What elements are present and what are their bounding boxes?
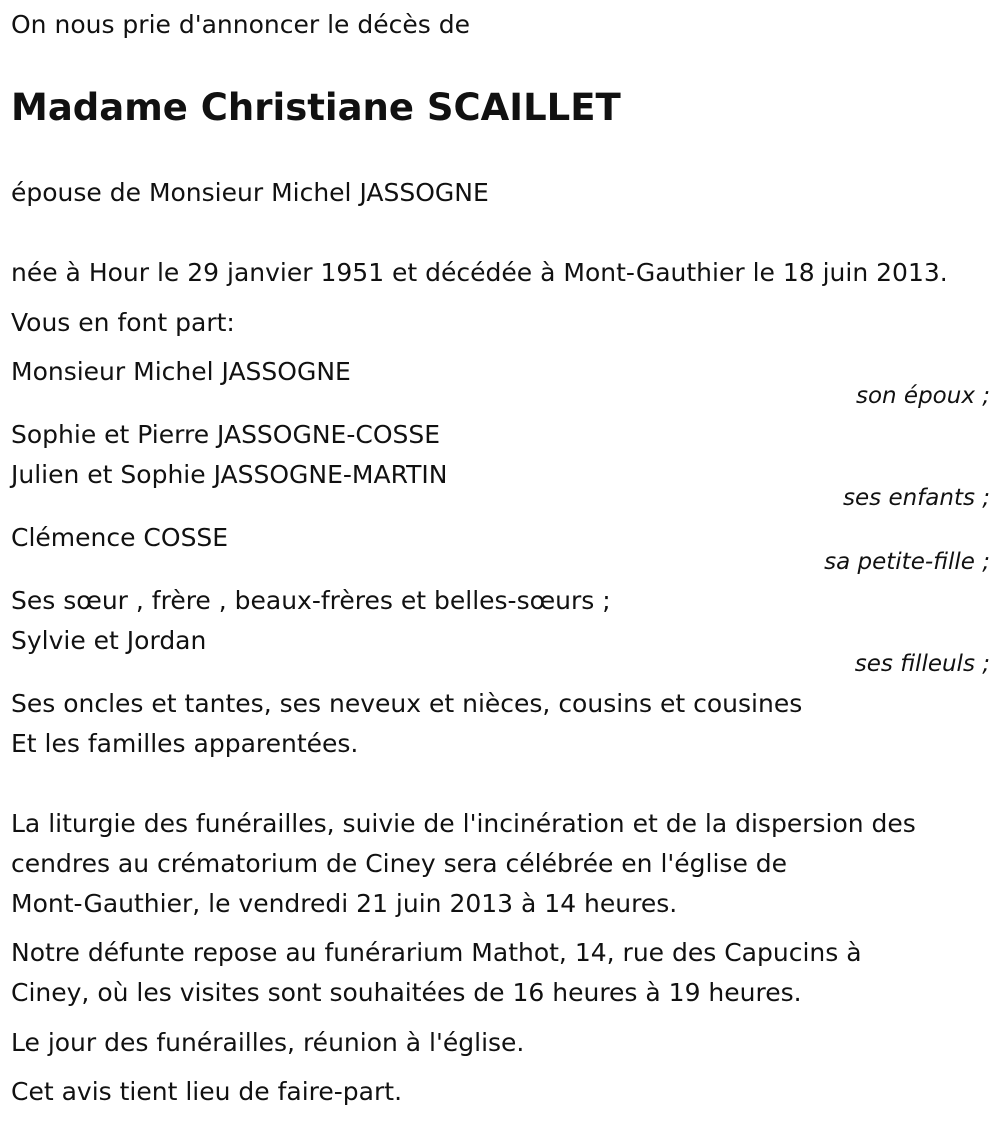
family-relation: son époux ; (855, 383, 990, 409)
family-relation: sa petite-fille ; (824, 549, 990, 575)
family-relation: ses filleuls ; (854, 651, 990, 677)
meeting-line: Le jour des funérailles, réunion à l'église. (11, 1028, 525, 1057)
liturgy-line: La liturgie des funérailles, suivie de l'incinération et de la dispersion des (11, 809, 916, 838)
deceased-name: Madame Christiane SCAILLET (11, 86, 621, 129)
liturgy-line: cendres au crématorium de Ciney sera célébrée en l'église de (11, 849, 788, 878)
spouse-line: épouse de Monsieur Michel JASSOGNE (11, 178, 489, 207)
family-name: Ses sœur , frère , beaux-frères et belles-sœurs ; (11, 586, 611, 615)
extended-family-line: Ses oncles et tantes, ses neveux et nièces, cousins et cousines (11, 689, 803, 718)
family-relation: ses enfants ; (843, 485, 990, 511)
family-name: Clémence COSSE (11, 523, 229, 552)
birth-death-line: née à Hour le 29 janvier 1951 et décédée à Mont-Gauthier le 18 juin 2013. (11, 258, 948, 287)
extended-family-line: Et les familles apparentées. (11, 729, 359, 758)
closing-line: Cet avis tient lieu de faire-part. (11, 1077, 403, 1106)
family-name: Julien et Sophie JASSOGNE-MARTIN (11, 460, 448, 489)
intro-text: On nous prie d'annoncer le décès de (11, 10, 470, 39)
liturgy-line: Mont-Gauthier, le vendredi 21 juin 2013 à 14 heures. (11, 889, 678, 918)
family-name: Sylvie et Jordan (11, 626, 207, 655)
family-name: Monsieur Michel JASSOGNE (11, 357, 351, 386)
rest-line: Notre défunte repose au funérarium Mathot, 14, rue des Capucins à (11, 938, 862, 967)
announce-line: Vous en font part: (11, 308, 235, 337)
family-name: Sophie et Pierre JASSOGNE-COSSE (11, 420, 441, 449)
rest-line: Ciney, où les visites sont souhaitées de 16 heures à 19 heures. (11, 978, 802, 1007)
